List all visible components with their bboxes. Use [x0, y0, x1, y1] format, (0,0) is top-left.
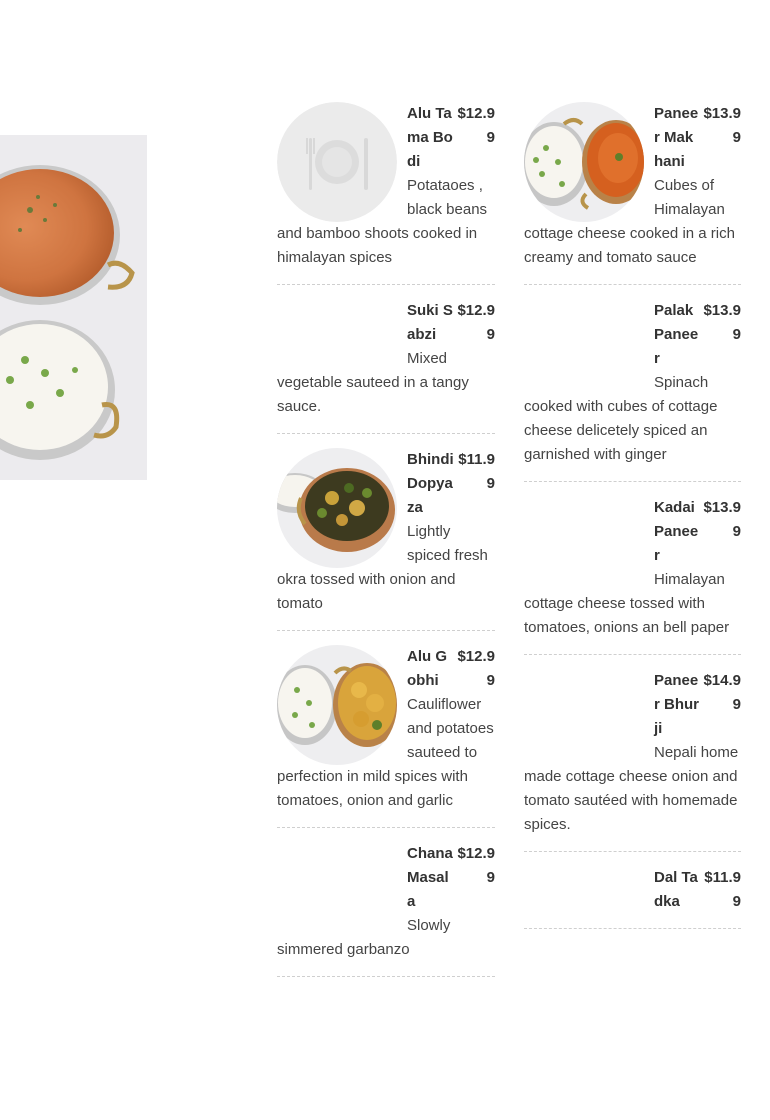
menu-item-name: Dal Tadka: [654, 869, 698, 910]
menu-item-price: $13.99: [703, 105, 741, 146]
menu-item-price: $12.99: [457, 648, 495, 689]
menu-item-name: Paneer Bhurji: [654, 672, 699, 737]
menu-item-description: Potataoes , black beans and bamboo shoots cooked in himalayan spices: [277, 177, 488, 266]
menu-item-name: Suki Sabzi: [407, 302, 453, 343]
menu-item-description: Lightly spiced fresh okra tossed with onion and tomato: [277, 523, 488, 612]
menu-item-description: Slowly simmered garbanzo: [277, 917, 451, 958]
menu-item-image-placeholder: [277, 842, 397, 938]
menu-item-image-placeholder: [524, 866, 644, 914]
menu-item-alu-gobhi[interactable]: [277, 645, 495, 828]
menu-item-description: Himalayan cottage cheese tossed with tomatoes, onions an bell paper: [524, 571, 730, 636]
menu-item-image-placeholder: [524, 299, 644, 395]
menu-item-image-placeholder: [524, 669, 644, 765]
menu-item-price: $13.99: [703, 302, 741, 343]
menu-item-suki-sabzi[interactable]: [277, 299, 495, 434]
menu-item-paneer-bhurji[interactable]: [524, 669, 741, 852]
menu-item-price: $12.99: [457, 302, 495, 343]
menu-item-dal-tadka[interactable]: [524, 866, 741, 929]
menu-item-description: Nepali home made cottage cheese onion and tomato sautéed with homemade spices.: [524, 744, 739, 833]
menu-item-description: Cauliflower and potatoes sauteed to perfection in mild spices with tomatoes, onion and garlic: [277, 696, 494, 809]
menu-item-kadai-paneer[interactable]: [524, 496, 741, 655]
menu-item-price: $12.99: [457, 845, 495, 886]
menu-item-price: $11.99: [704, 869, 741, 910]
menu-item-description: Cubes of Himalayan cottage cheese cooked in a rich creamy and tomato sauce: [524, 177, 735, 266]
menu-item-name: Bhindi Dopyaza: [407, 451, 454, 516]
plate-placeholder-icon: [277, 102, 397, 222]
menu-item-name: Chana Masala: [407, 845, 453, 910]
menu-item-name: Palak Paneer: [654, 302, 699, 367]
menu-item-bhindi-dopyaza[interactable]: [277, 448, 495, 631]
hero-food-image: [0, 135, 147, 480]
menu-item-paneer-makhani[interactable]: [524, 102, 741, 285]
menu-item-name: Paneer Makhani: [654, 105, 699, 170]
menu-item-price: $11.99: [458, 451, 495, 492]
menu-column-left: [277, 102, 495, 991]
menu-item-palak-paneer[interactable]: [524, 299, 741, 482]
cauliflower-dish-photo: [277, 645, 397, 765]
menu-item-description: Mixed vegetable sauteed in a tangy sauce.: [277, 350, 469, 415]
menu-item-name: Alu Gobhi: [407, 648, 447, 689]
menu-item-description: Spinach cooked with cubes of cottage cheese delicetely spiced an garnished with ginger: [524, 374, 718, 463]
curry-dish-photo: [524, 102, 644, 222]
menu-column-right: [524, 102, 741, 943]
menu-item-alu-tama-bodi[interactable]: [277, 102, 495, 285]
menu-item-price: $14.99: [703, 672, 741, 713]
menu-item-name: Kadai Paneer: [654, 499, 699, 564]
menu-item-image-placeholder: [277, 299, 397, 371]
menu-item-price: $12.99: [457, 105, 495, 146]
menu-item-image-placeholder: [524, 496, 644, 592]
menu-item-name: Alu Tama Bodi: [407, 105, 453, 170]
okra-dish-photo: [277, 448, 397, 568]
menu-item-chana-masala[interactable]: [277, 842, 495, 977]
menu-item-price: $13.99: [703, 499, 741, 540]
